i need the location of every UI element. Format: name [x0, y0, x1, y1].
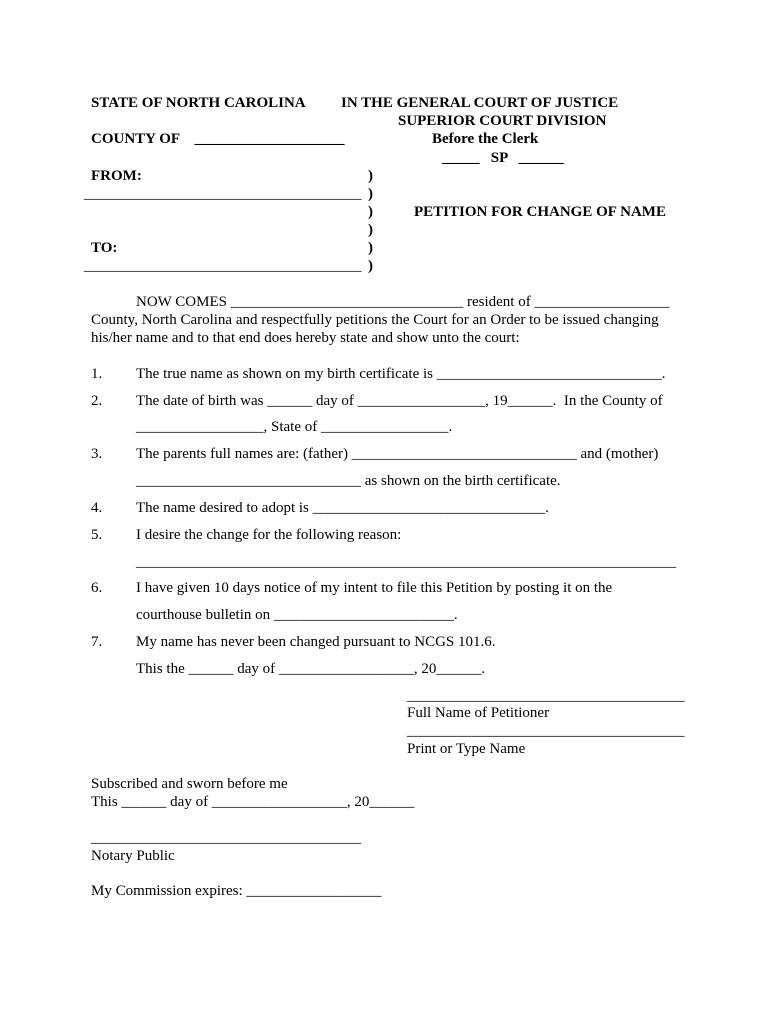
caption-paren: ): [368, 222, 373, 238]
intro-line: NOW COMES _______________________________ resident of __________________: [136, 294, 670, 310]
item-number: 3.: [91, 446, 103, 462]
notary-signature-line: ____________________________________: [91, 830, 361, 846]
sp-file-number: _____ SP ______: [442, 150, 564, 166]
notary-label: Notary Public: [91, 848, 175, 864]
division-heading: SUPERIOR COURT DIVISION: [398, 113, 607, 129]
county-heading: COUNTY OF ____________________: [91, 131, 345, 147]
item-number: 6.: [91, 580, 103, 596]
from-blank: _____________________________________: [84, 186, 362, 202]
court-heading: IN THE GENERAL COURT OF JUSTICE: [341, 95, 619, 111]
item-text: I desire the change for the following reason:: [136, 527, 402, 543]
item-text: This the ______ day of __________________, 20______.: [136, 661, 486, 677]
item-text: The name desired to adopt is _______________________________.: [136, 500, 549, 516]
signature-line: _____________________________________: [407, 723, 685, 739]
item-number: 1.: [91, 366, 103, 382]
before-clerk-heading: Before the Clerk: [432, 131, 539, 147]
reason-blank: ________________________________________________________________________: [136, 554, 676, 570]
print-name-label: Print or Type Name: [407, 741, 526, 757]
item-text: I have given 10 days notice of my intent to file this Petition by posting it on the: [136, 580, 613, 596]
caption-paren: ): [368, 168, 373, 184]
item-text: The date of birth was ______ day of _________________, 19______. In the County of: [136, 393, 663, 409]
caption-paren: ): [368, 258, 373, 274]
caption-paren: ): [368, 240, 373, 256]
item-number: 4.: [91, 500, 103, 516]
subscribed-text: Subscribed and sworn before me: [91, 776, 288, 792]
item-text: The parents full names are: (father) ______________________________ and (mother): [136, 446, 659, 462]
intro-line: County, North Carolina and respectfully petitions the Court for an Order to be issued changing: [91, 312, 659, 328]
intro-line: his/her name and to that end does hereby state and show unto the court:: [91, 330, 520, 346]
item-text: My name has never been changed pursuant to NCGS 101.6.: [136, 634, 496, 650]
sworn-date-line: This ______ day of __________________, 20______: [91, 794, 415, 810]
item-number: 7.: [91, 634, 103, 650]
petition-title: PETITION FOR CHANGE OF NAME: [414, 204, 666, 220]
to-blank: _____________________________________: [84, 258, 362, 274]
item-number: 5.: [91, 527, 103, 543]
item-text: The true name as shown on my birth certificate is ______________________________.: [136, 366, 666, 382]
signature-line: _____________________________________: [407, 688, 685, 704]
caption-paren: ): [368, 186, 373, 202]
to-label: TO:: [91, 240, 118, 256]
commission-expires: My Commission expires: __________________: [91, 883, 382, 899]
caption-paren: ): [368, 204, 373, 220]
item-number: 2.: [91, 393, 103, 409]
full-name-label: Full Name of Petitioner: [407, 705, 550, 721]
item-text: _________________, State of _________________.: [136, 419, 453, 435]
state-heading: STATE OF NORTH CAROLINA: [91, 95, 306, 111]
item-text: ______________________________ as shown on the birth certificate.: [136, 473, 561, 489]
from-label: FROM:: [91, 168, 142, 184]
item-text: courthouse bulletin on ________________________.: [136, 607, 458, 623]
